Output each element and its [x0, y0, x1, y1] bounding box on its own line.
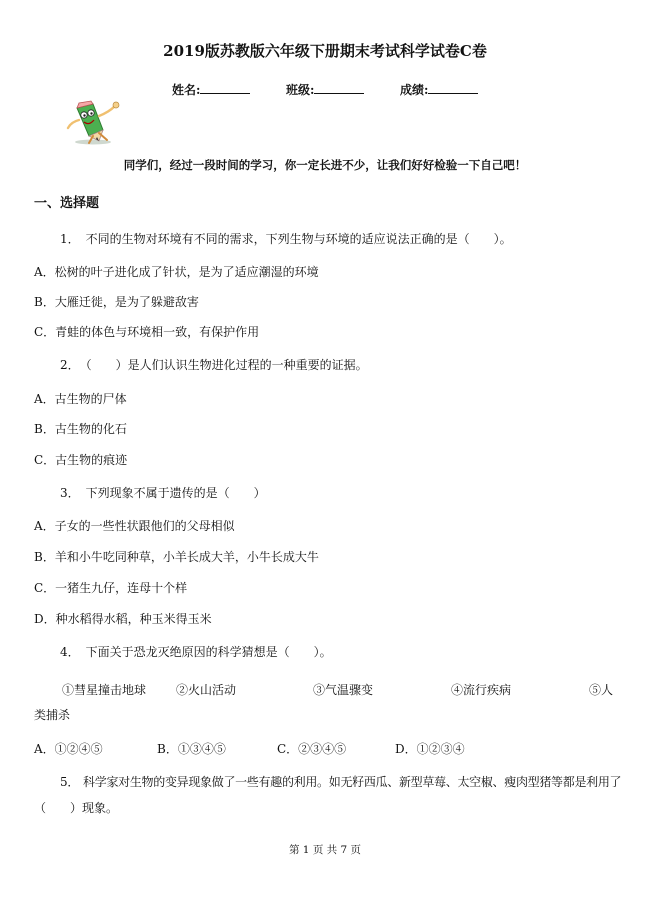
question-2 — [60, 356, 368, 373]
name-field — [172, 81, 250, 98]
q3-option-a[interactable]: A．子女的一些性状跟他们的父母相似 — [34, 519, 235, 533]
score-label: 成绩: — [400, 83, 429, 97]
q4-option-c[interactable]: C．②③④⑤ — [277, 742, 347, 756]
greeting-text: 同学们，经过一段时间的学习，你一定长进不少，让我们好好检验一下自己吧！ — [123, 158, 527, 172]
q4-item-3: ③气温骤变 — [313, 683, 374, 697]
question-5-stem-cont: （ ）现象。 — [34, 801, 119, 815]
question-4 — [60, 643, 332, 660]
class-field — [286, 81, 364, 98]
question-5 — [60, 773, 621, 790]
score-blank[interactable] — [428, 82, 478, 94]
q4-item-5: ⑤人 — [589, 683, 614, 697]
q1-option-a[interactable]: A．松树的叶子进化成了针状，是为了适应潮湿的环境 — [34, 265, 319, 279]
q2-option-a[interactable]: A．古生物的尸体 — [34, 392, 127, 406]
question-3 — [60, 484, 266, 501]
q2-option-b[interactable]: B．古生物的化石 — [34, 422, 127, 436]
q4-item-4: ④流行疾病 — [451, 683, 512, 697]
q1-option-b[interactable]: B．大雁迁徙，是为了躲避敌害 — [34, 295, 199, 309]
question-5-number: 5． — [60, 775, 80, 789]
q3-option-c[interactable]: C．一猪生九仔，连母十个样 — [34, 581, 188, 595]
question-3-number: 3． — [60, 486, 80, 500]
q4-option-a[interactable]: A．①②④⑤ — [34, 742, 103, 756]
q1-option-c[interactable]: C．青蛙的体色与环境相一致，有保护作用 — [34, 325, 260, 339]
name-blank[interactable] — [200, 82, 250, 94]
q3-option-b[interactable]: B．羊和小牛吃同种草，小羊长成大羊，小牛长成大牛 — [34, 550, 319, 564]
question-1-stem: 不同的生物对环境有不同的需求，下列生物与环境的适应说法正确的是（ ）。 — [85, 232, 512, 246]
score-field — [400, 81, 478, 98]
question-1-number: 1． — [60, 232, 80, 246]
question-2-stem: （ ）是人们认识生物进化过程的一种重要的证据。 — [85, 358, 368, 372]
question-3-stem: 下列现象不属于遗传的是（ ） — [85, 486, 266, 500]
q4-item-5-cont: 类捕杀 — [34, 708, 71, 722]
q4-option-d[interactable]: D．①②③④ — [395, 742, 465, 756]
page-title: 2019版苏教版六年级下册期末考试科学试卷C卷 — [163, 42, 487, 60]
question-5-stem: 科学家对生物的变异现象做了一些有趣的利用。如无籽西瓜、新型草莓、太空椒、瘦肉型猪等都是利用了 — [83, 775, 622, 789]
page-footer: 第 1 页 共 7 页 — [288, 844, 362, 856]
question-4-number: 4． — [60, 645, 80, 659]
class-blank[interactable] — [314, 82, 364, 94]
pencil-mascot-icon — [63, 100, 125, 146]
question-1 — [60, 230, 512, 247]
q4-item-2: ②火山活动 — [176, 683, 237, 697]
name-label: 姓名: — [172, 83, 201, 97]
class-label: 班级: — [286, 83, 315, 97]
q2-option-c[interactable]: C．古生物的痕迹 — [34, 453, 128, 467]
section-title: 一、选择题 — [34, 196, 100, 211]
q4-option-b[interactable]: B．①③④⑤ — [157, 742, 226, 756]
q3-option-d[interactable]: D．种水稻得水稻，种玉米得玉米 — [34, 612, 212, 626]
question-4-stem: 下面关于恐龙灭绝原因的科学猜想是（ ）。 — [85, 645, 332, 659]
question-2-number: 2． — [60, 358, 80, 372]
q4-item-1: ①彗星撞击地球 — [62, 683, 147, 697]
